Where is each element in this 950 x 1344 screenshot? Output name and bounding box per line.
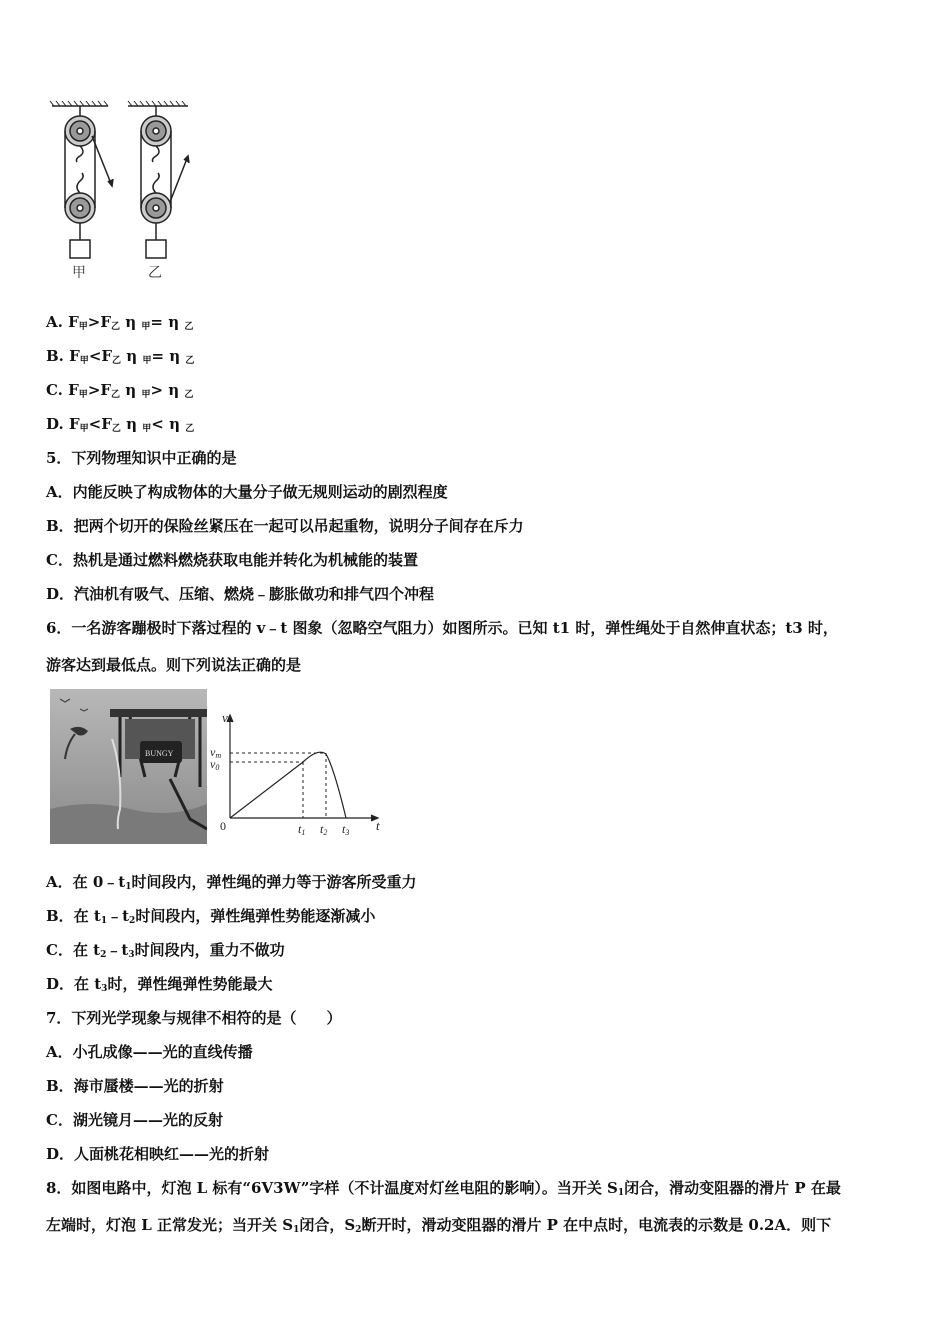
q5-stem: 5．下列物理知识中正确的是: [46, 449, 237, 467]
q5-option-b: B．把两个切开的保险丝紧压在一起可以吊起重物，说明分子间存在斥力: [46, 517, 524, 535]
q4-option-b: B. $F_甲<F_乙$ η $_甲$= η $_乙$: [46, 347, 195, 366]
q6-option-d: D．在 $t_3$时，弹性绳弹性势能最大: [46, 975, 273, 994]
pulley-figure: [48, 98, 198, 283]
vt-graph: [208, 708, 388, 843]
q7-option-a: A．小孔成像——光的直线传播: [46, 1043, 253, 1061]
q6-option-b: B．在 $t_1﹣t_2$时间段内，弹性绳弹性势能逐渐减小: [46, 907, 376, 926]
q6-stem-line2: 游客达到最低点。则下列说法正确的是: [46, 656, 302, 674]
q4-option-a: A. $F_甲>F_乙$ η $_甲$= η $_乙$: [46, 313, 194, 332]
q7-stem: 7．下列光学现象与规律不相符的是（ ）: [46, 1009, 342, 1027]
q7-option-d: D．人面桃花相映红——光的折射: [46, 1145, 270, 1163]
vt-curve: [230, 752, 346, 818]
q4-option-d: D. $F_甲<F_乙$ η $_甲$< η $_乙$: [46, 415, 195, 434]
q8-stem-line1: 8．如图电路中，灯泡 L 标有“6V3W”字样（不计温度对灯丝电阻的影响）。当开关 $S_1$闭合，滑动变阻器的滑片 P 在最: [46, 1179, 841, 1198]
bungee-photo: [50, 689, 207, 844]
q6-stem-line1: 6．一名游客蹦极时下落过程的 v﹣t 图象（忽略空气阻力）如图所示。已知 t1 时，弹性绳处于自然伸直状态；t3 时，: [46, 619, 838, 637]
pulley-label-yi: 乙: [148, 266, 162, 281]
label-t1: t1: [298, 822, 306, 837]
axis-label-v: v: [222, 710, 228, 725]
q4-option-c: C. $F_甲>F_乙$ η $_甲$> η $_乙$: [46, 381, 194, 400]
label-v0: v0: [210, 757, 220, 772]
bungee-sign-text: BUNGY: [145, 749, 174, 758]
label-vm: vm: [210, 745, 222, 760]
origin-label: 0: [220, 819, 226, 833]
label-t3: t3: [342, 822, 350, 837]
q7-option-c: C．湖光镜月——光的反射: [46, 1111, 223, 1129]
pulley-label-jia: 甲: [72, 266, 86, 281]
q8-stem-line2: 左端时，灯泡 L 正常发光；当开关 $S_1$闭合，$S_2$断开时，滑动变阻器的滑片 P 在中点时，电流表的示数是 0.2A．则下: [46, 1216, 832, 1235]
q5-option-c: C．热机是通过燃料燃烧获取电能并转化为机械能的装置: [46, 551, 418, 569]
q5-option-a: A．内能反映了构成物体的大量分子做无规则运动的剧烈程度: [46, 483, 448, 501]
axis-label-t: t: [376, 818, 380, 833]
q6-option-a: A．在 $0﹣t_1$时间段内，弹性绳的弹力等于游客所受重力: [46, 873, 417, 892]
label-t2: t2: [320, 822, 328, 837]
q7-option-b: B．海市蜃楼——光的折射: [46, 1077, 224, 1095]
q6-option-c: C．在 $t_2﹣t_3$时间段内，重力不做功: [46, 941, 285, 960]
q5-option-d: D．汽油机有吸气、压缩、燃烧﹣膨胀做功和排气四个冲程: [46, 585, 435, 603]
